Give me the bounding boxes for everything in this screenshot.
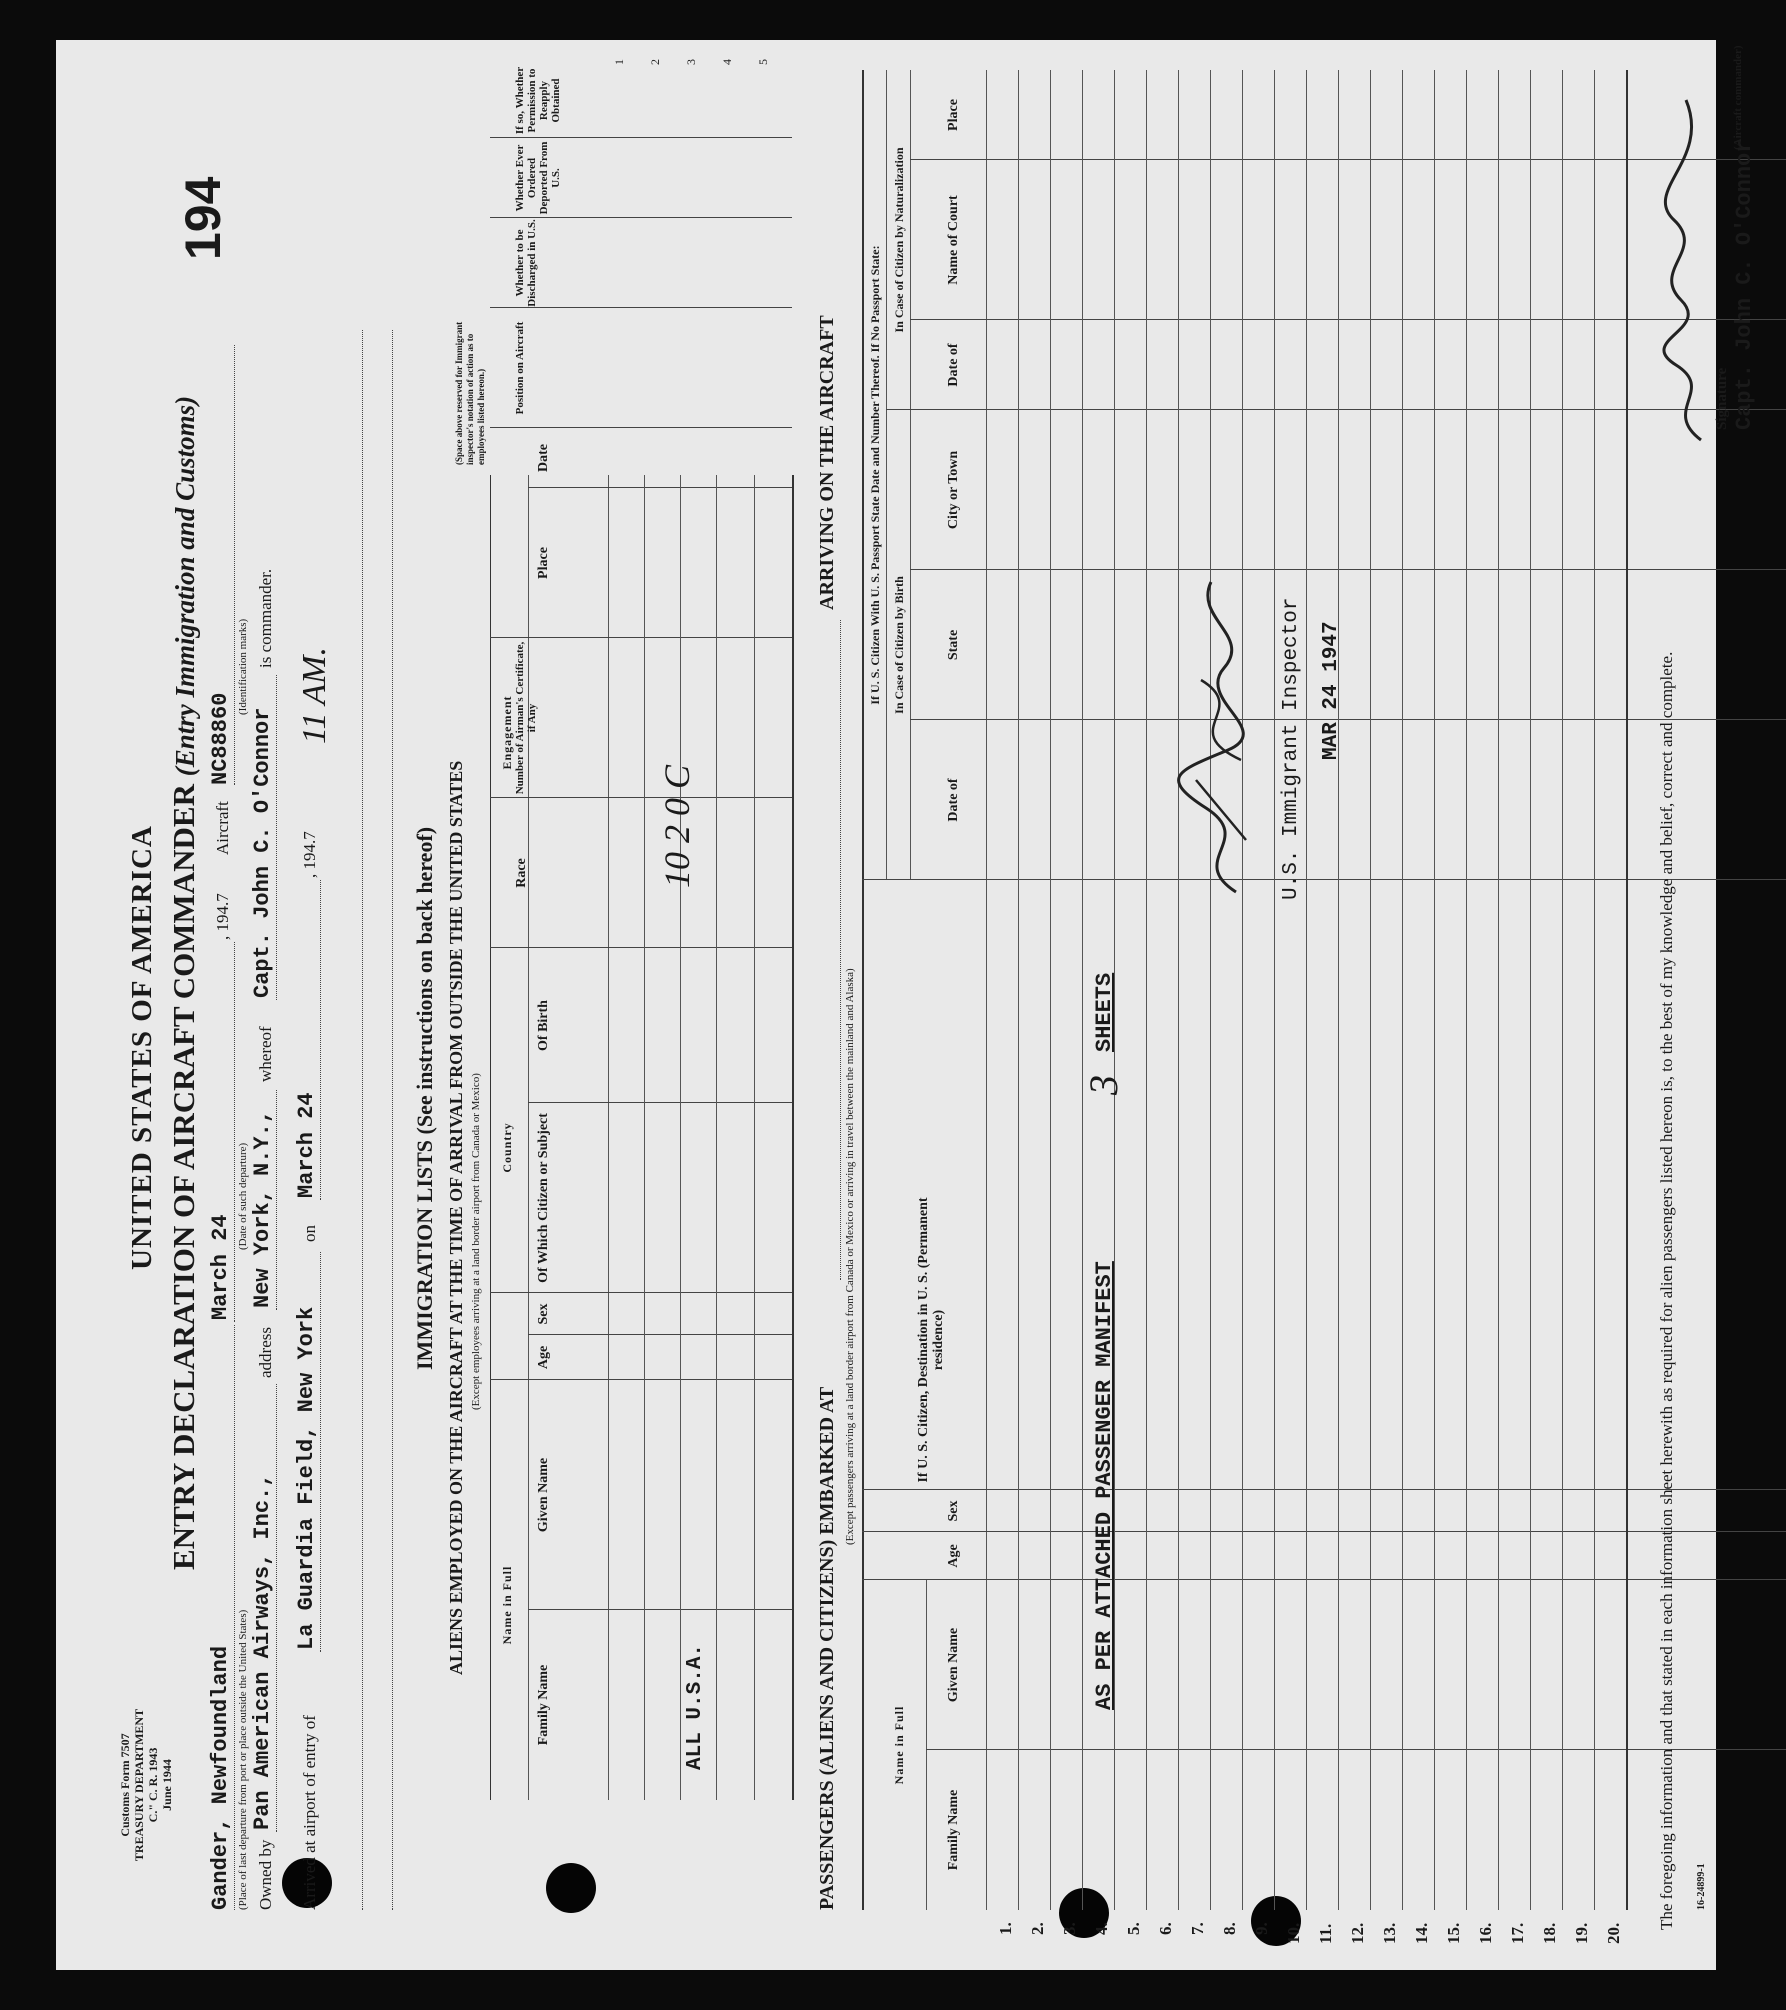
passenger-row-rule xyxy=(1562,70,1563,1910)
alien-col-sep xyxy=(490,307,792,308)
passenger-col-sep xyxy=(910,719,1786,720)
aliens-header-rule xyxy=(608,475,609,1800)
arrival-airport: La Guardia Field, New York xyxy=(294,1306,319,1650)
departure-date-line xyxy=(234,942,235,1322)
immigration-title: IMMIGRATION LISTS (See instructions on back hereof) xyxy=(412,826,437,1370)
passenger-col-sep xyxy=(910,159,1786,160)
aircraft-caption: (Identification marks) xyxy=(237,618,249,715)
arrival-date-line xyxy=(320,880,321,1200)
extra-line xyxy=(362,330,363,1910)
passengers-table-bottom xyxy=(1626,70,1628,1910)
passenger-col-header: State xyxy=(946,629,961,661)
passenger-col-sep xyxy=(910,569,1786,570)
passenger-row-number: 7. xyxy=(1188,1922,1207,1935)
extra-line xyxy=(392,330,393,1910)
stamp-title: U.S. Immigrant Inspector xyxy=(1280,597,1303,900)
signature-label: Signature xyxy=(1714,367,1730,430)
passengers-note: (Except passengers arriving at a land border airport from Canada or Mexico or arriving in travel between the mainland and Alaska) xyxy=(844,968,856,1545)
alien-col-sep xyxy=(528,1609,792,1610)
passenger-row-rule xyxy=(1018,70,1019,1910)
passenger-row-rule xyxy=(1402,70,1403,1910)
passenger-col-header: Date of xyxy=(946,778,961,822)
form-heading: UNITED STATES OF AMERICA xyxy=(126,825,158,1270)
alien-col-header: Place xyxy=(536,547,551,579)
alien-row-number: 2 xyxy=(648,59,662,65)
signature-name: Capt. John C. O'Connor xyxy=(1732,139,1757,430)
passenger-row-number: 3. xyxy=(1060,1922,1079,1935)
alien-col-sep xyxy=(490,1292,792,1293)
form-id-block xyxy=(118,1670,174,1900)
aliens-country: Country xyxy=(500,1122,514,1173)
passenger-row-rule xyxy=(1082,70,1083,1910)
passenger-row-number: 11. xyxy=(1316,1923,1335,1944)
alien-col-header: Family Name xyxy=(536,1664,551,1746)
passenger-col-header: Name of Court xyxy=(946,195,961,285)
alien-col-header: Whether to be Discharged in U.S. xyxy=(514,219,538,307)
aircraft-id-line xyxy=(234,345,235,785)
inspector-signature xyxy=(1166,570,1266,900)
alien-col-header: If so, Whether Permission to Reapply Obtained xyxy=(514,66,562,135)
alien-col-sep xyxy=(490,797,792,798)
signature-caption: (Aircraft commander) xyxy=(1732,45,1744,150)
passenger-col-sep xyxy=(910,319,1786,320)
passenger-name-rule xyxy=(926,1580,927,1910)
departure-place-caption: (Place of last departure from port or place outside the United States) xyxy=(237,1609,249,1910)
passenger-col-header: Sex xyxy=(946,1500,961,1522)
passenger-row-rule xyxy=(1498,70,1499,1910)
passenger-row-number: 4. xyxy=(1092,1922,1111,1935)
inspector-note: (Space above reserved for Immigrant inspector's notation of action as to employees listed hereon.) xyxy=(454,321,486,465)
alien-col-header: Number of Airman's Certificate, if Any xyxy=(514,641,538,795)
arrival-year: , 194.7 xyxy=(300,831,319,878)
alien-col-sep xyxy=(528,487,792,488)
passenger-row-rule xyxy=(1210,70,1211,1910)
passenger-col-sep xyxy=(862,1489,1786,1490)
alien-row-rule xyxy=(754,475,755,1800)
alien-col-sep xyxy=(490,427,792,428)
passenger-col-header: Date of xyxy=(946,343,961,387)
passenger-row-number: 8. xyxy=(1220,1922,1239,1935)
alien-col-sep xyxy=(490,217,792,218)
alien-row-rule xyxy=(716,475,717,1800)
manifest-sheets: SHEETS xyxy=(1092,972,1117,1052)
passenger-col-header: City or Town xyxy=(946,450,961,530)
title-sub: (Entry Immigration and Customs) xyxy=(170,395,200,777)
form-id: Customs Form 7507 xyxy=(118,1733,132,1837)
by-naturalization-label: In Case of Citizen by Naturalization xyxy=(892,147,906,333)
citizen-sub-rule xyxy=(910,70,911,880)
owner-name: Pan American Airways, Inc., xyxy=(250,1473,275,1830)
passenger-row-number: 15. xyxy=(1444,1922,1463,1944)
owner-label: Owned by xyxy=(256,1839,275,1910)
edition: June 1944 xyxy=(160,1759,174,1811)
is-commander-label: is commander. xyxy=(256,568,275,668)
passengers-title: PASSENGERS (ALIENS AND CITIZENS) EMBARKED AT xyxy=(816,1386,838,1910)
passenger-row-rule xyxy=(1594,70,1595,1910)
passenger-row-number: 20. xyxy=(1604,1922,1623,1944)
arriving-label: ARRIVING ON THE AIRCRAFT xyxy=(816,315,838,610)
aliens-table-bottom xyxy=(792,475,794,1800)
alien-col-header: Position on Aircraft xyxy=(514,321,526,415)
aircraft-id: NC88860 xyxy=(208,692,233,785)
passenger-row-number: 17. xyxy=(1508,1922,1527,1944)
passenger-row-rule xyxy=(1050,70,1051,1910)
alien-col-header: Race xyxy=(514,858,529,888)
alien-row-rule xyxy=(644,475,645,1800)
arrival-on-label: on xyxy=(300,1225,319,1242)
departure-place: Gander, Newfoundland xyxy=(208,1645,233,1910)
passenger-row-number: 5. xyxy=(1124,1922,1143,1935)
alien-col-header: Whether Ever Ordered Deported From U.S. xyxy=(514,141,562,215)
address-label: address xyxy=(256,1327,275,1378)
departure-place-line xyxy=(234,1325,235,1910)
arrival-label: Arrived at airport of entry of xyxy=(300,1715,319,1910)
passengers-name-in-full: Name in Full xyxy=(892,1705,906,1785)
aliens-entry: ALL U.S.A. xyxy=(684,1643,707,1770)
commander-line xyxy=(276,675,277,1000)
passenger-row-rule xyxy=(1242,70,1243,1910)
alien-col-header: Age xyxy=(536,1345,551,1370)
certification-statement: The foregoing information and that stated in each information sheet herewith as required for alien passengers listed hereon is, to the best of my knowledge and belief, correct and complete. xyxy=(1657,651,1676,1930)
passenger-row-rule xyxy=(1146,70,1147,1910)
passenger-row-rule xyxy=(1466,70,1467,1910)
departure-date-caption: (Date of such departure) xyxy=(237,1142,249,1250)
passenger-row-number: 12. xyxy=(1348,1922,1367,1944)
passenger-row-number: 14. xyxy=(1412,1922,1431,1944)
alien-col-sep xyxy=(528,1102,792,1103)
manifest-text: AS PER ATTACHED PASSENGER MANIFEST xyxy=(1092,1261,1117,1710)
passenger-col-header: Family Name xyxy=(946,1789,961,1871)
manifest-count: 3 xyxy=(1081,1075,1126,1095)
owner-address-line xyxy=(276,1090,277,1310)
alien-col-sep xyxy=(490,1379,792,1380)
passengers-table-top xyxy=(862,70,864,1910)
document-number: 194 xyxy=(175,176,231,260)
stamp-date: MAR 24 1947 xyxy=(1320,621,1343,760)
passenger-row-rule xyxy=(1434,70,1435,1910)
alien-row-number: 3 xyxy=(684,59,698,65)
passenger-col-header: Place xyxy=(946,99,961,131)
alien-col-header: Of Birth xyxy=(536,1000,551,1051)
passenger-col-header: Given Name xyxy=(946,1627,961,1703)
regulation: C." C. R. 1943 xyxy=(146,1747,160,1823)
alien-col-sep xyxy=(528,1334,792,1335)
citizen-note-rule xyxy=(886,70,887,880)
passenger-header-rule xyxy=(986,70,987,1910)
print-code: 16-24899-1 xyxy=(1696,1863,1707,1910)
citizen-note: If U. S. Citizen With U. S. Passport State Date and Number Thereof. If No Passport State: xyxy=(868,245,882,705)
passenger-row-number: 13. xyxy=(1380,1922,1399,1944)
alien-col-header: Of Which Citizen or Subject xyxy=(536,1113,551,1283)
aliens-note: (Except employees arriving at a land border airport from Canada or Mexico) xyxy=(470,1073,482,1410)
passenger-row-rule xyxy=(1530,70,1531,1910)
passenger-row-rule xyxy=(1306,70,1307,1910)
passenger-row-number: 19. xyxy=(1572,1922,1591,1944)
passenger-row-number: 10. xyxy=(1284,1922,1303,1944)
passenger-row-rule xyxy=(1338,70,1339,1910)
passenger-row-number: 1. xyxy=(996,1922,1015,1935)
owner-name-line xyxy=(276,1384,277,1832)
passenger-col-sep xyxy=(886,409,1786,410)
owner-address: New York, N.Y., xyxy=(250,1109,275,1308)
passenger-row-rule xyxy=(1274,70,1275,1910)
title-main: ENTRY DECLARATION OF AIRCRAFT COMMANDER xyxy=(166,784,201,1570)
passenger-col-header: If U. S. Citizen, Destination in U. S. (Permanent residence) xyxy=(916,1197,946,1483)
passenger-row-number: 2. xyxy=(1028,1922,1047,1935)
arrival-date: March 24 xyxy=(294,1092,319,1198)
department: TREASURY DEPARTMENT xyxy=(132,1708,146,1862)
passenger-col-sep xyxy=(862,879,1786,880)
alien-col-sep xyxy=(490,137,792,138)
alien-col-header: Sex xyxy=(536,1303,551,1325)
passenger-col-header: Age xyxy=(946,1544,961,1568)
alien-row-number: 1 xyxy=(612,59,626,65)
passenger-row-number: 16. xyxy=(1476,1922,1495,1944)
alien-row-number: 5 xyxy=(756,59,770,65)
alien-col-header: Date xyxy=(536,444,551,472)
departure-date: March 24 xyxy=(208,1214,233,1320)
by-birth-label: In Case of Citizen by Birth xyxy=(892,576,906,714)
rotated-form xyxy=(56,40,1757,1970)
aliens-engagement: Engagement xyxy=(500,695,514,770)
handwritten-mark: 10 2 0 C xyxy=(657,764,697,888)
alien-col-sep xyxy=(490,637,792,638)
passenger-row-number: 9. xyxy=(1252,1922,1271,1935)
aliens-name-in-full: Name in Full xyxy=(500,1565,514,1645)
aliens-table-top xyxy=(490,475,491,1800)
form-title xyxy=(166,396,202,1570)
passenger-col-sep xyxy=(862,1579,1786,1580)
aircraft-label: Aircraft xyxy=(213,801,232,855)
alien-col-header: Given Name xyxy=(536,1457,551,1533)
alien-col-sep xyxy=(490,947,792,948)
passenger-col-sep xyxy=(862,1531,1786,1532)
passenger-row-rule xyxy=(1370,70,1371,1910)
passenger-row-number: 6. xyxy=(1156,1922,1175,1935)
passenger-row-rule xyxy=(1178,70,1179,1910)
embarked-at-line xyxy=(840,620,841,1280)
aliens-title: ALIENS EMPLOYED ON THE AIRCRAFT AT THE TIME OF ARRIVAL FROM OUTSIDE THE UNITED STATES xyxy=(446,760,466,1675)
arrival-time: 11 AM. xyxy=(296,647,333,744)
arrival-airport-line xyxy=(320,1252,321,1652)
commander-name: Capt. John C. O'Connor xyxy=(250,707,275,998)
alien-row-number: 4 xyxy=(720,59,734,65)
passenger-row-number: 18. xyxy=(1540,1922,1559,1944)
whereof-label: whereof xyxy=(256,1026,275,1082)
alien-row-rule xyxy=(680,475,681,1800)
departure-year: , 194.7 xyxy=(213,893,232,940)
